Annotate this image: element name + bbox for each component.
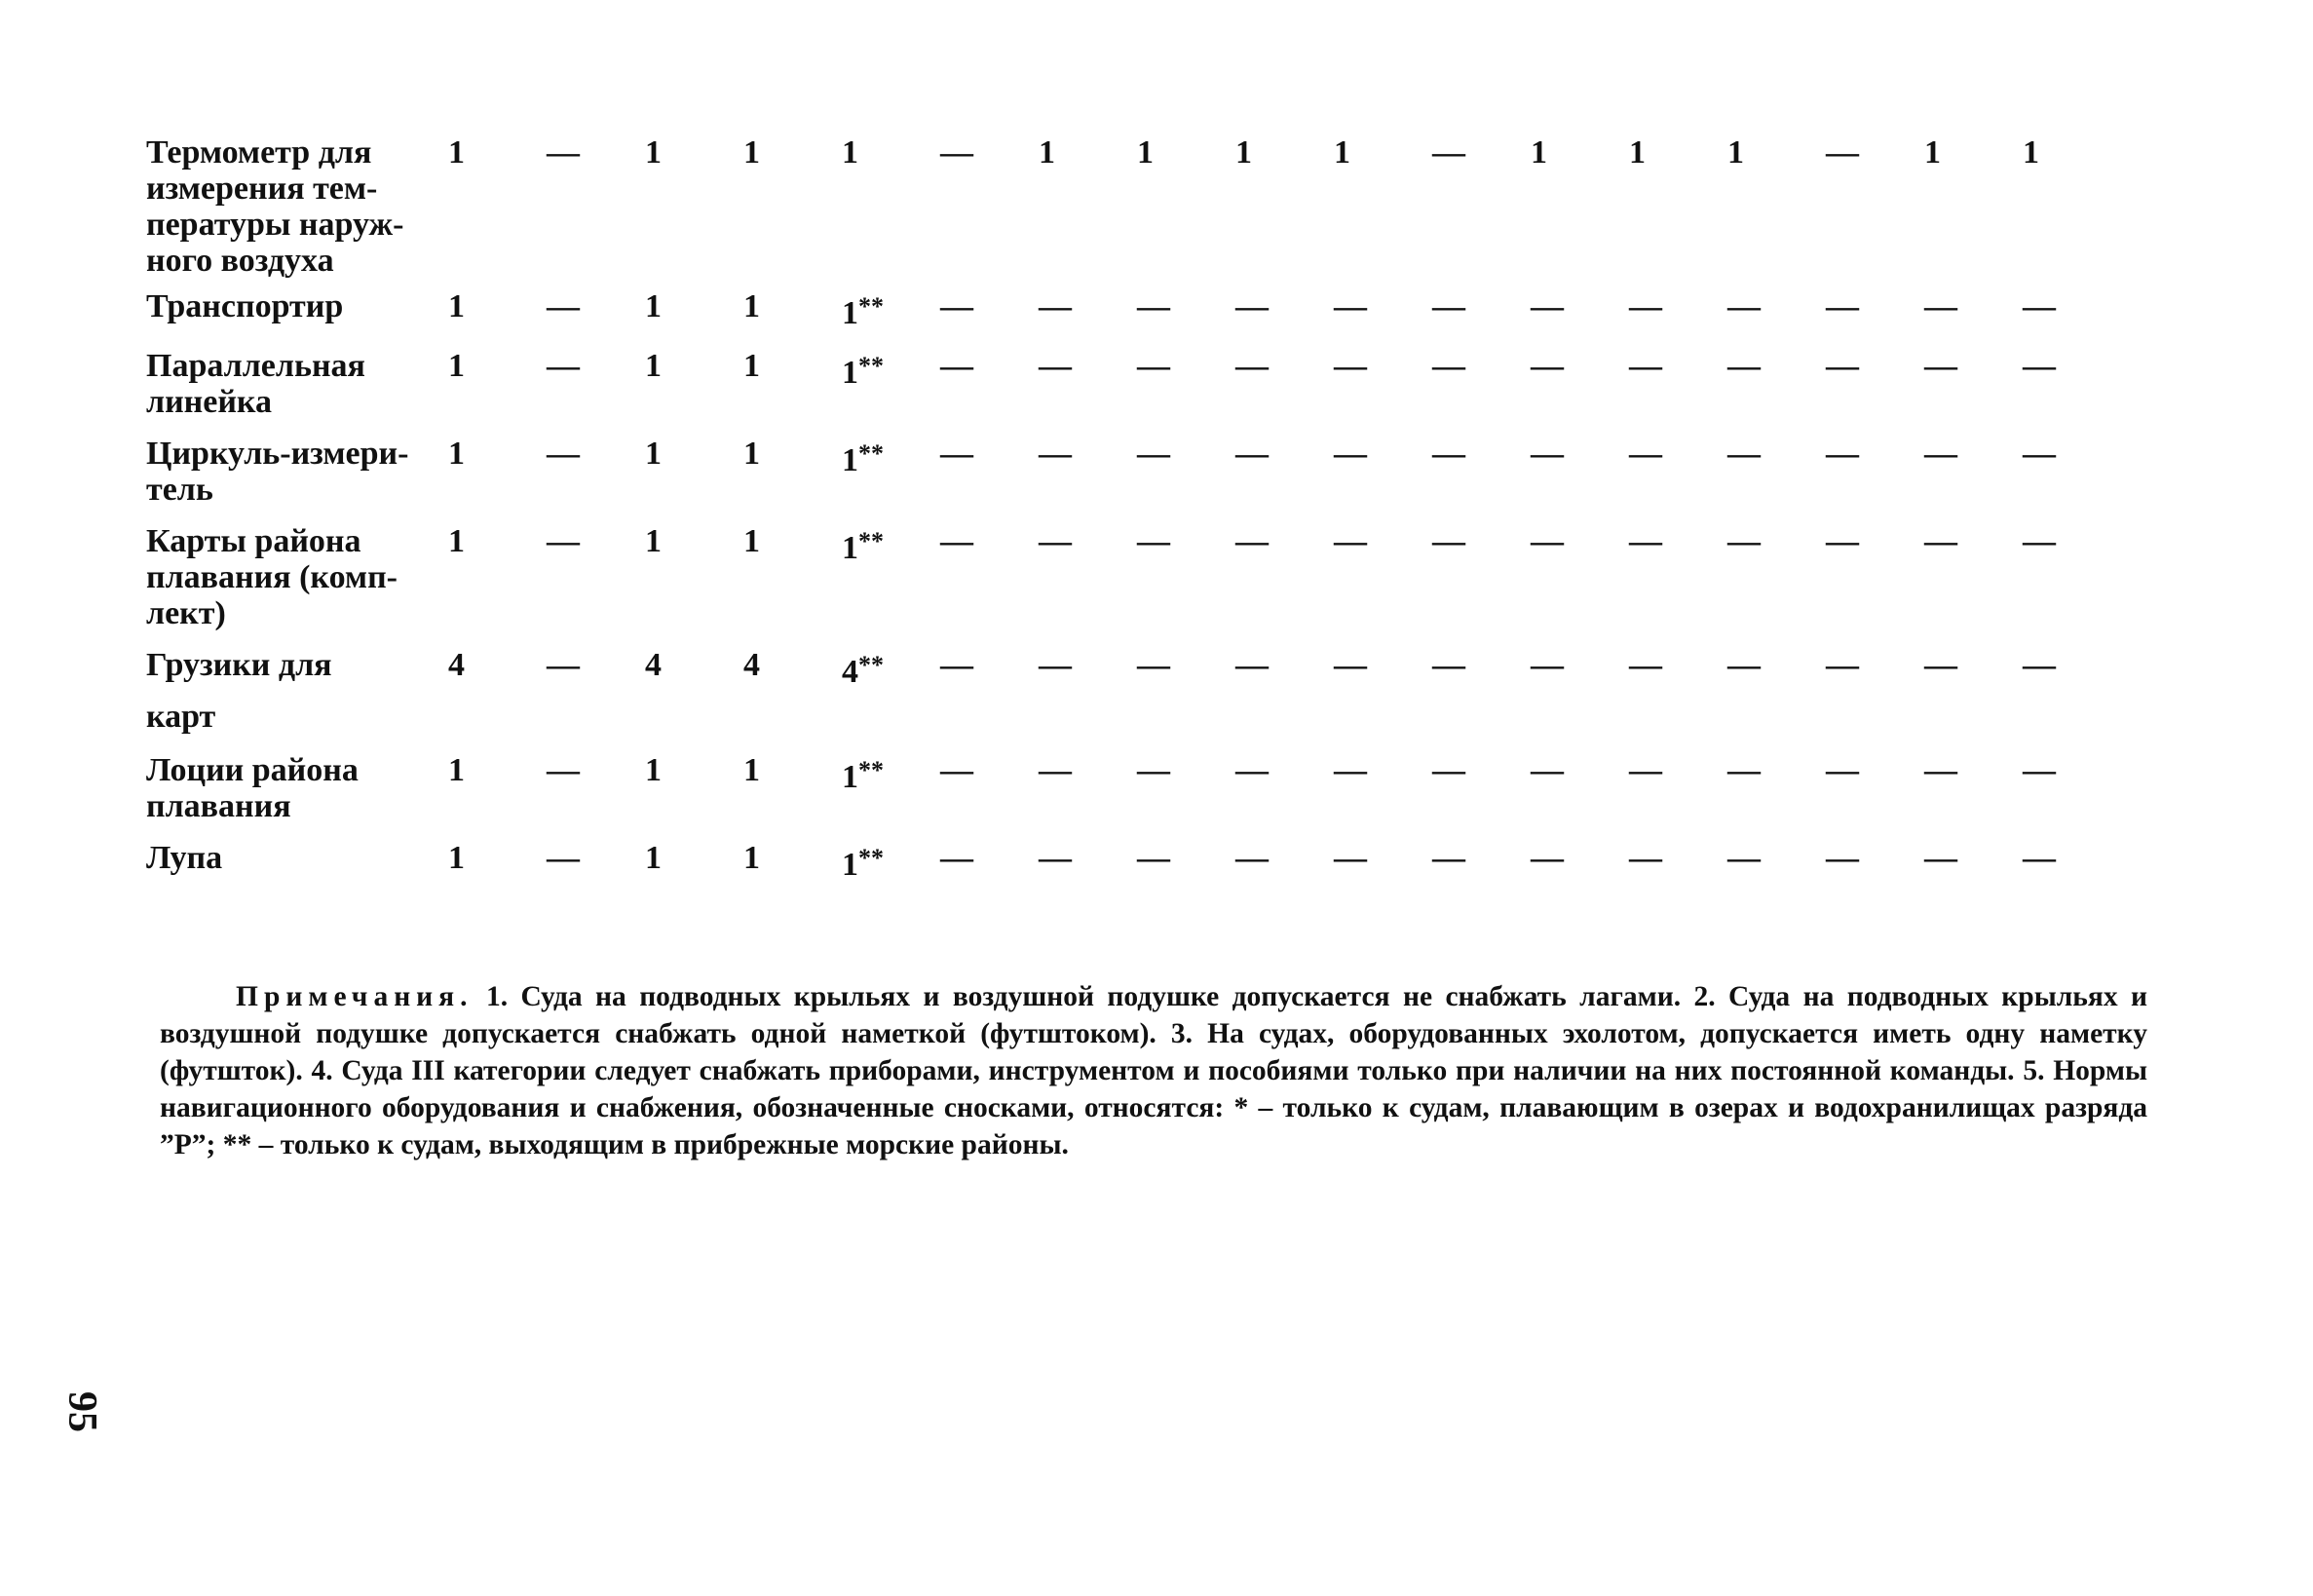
cell-value: 1 [645,436,662,472]
cell-value: — [1137,752,1170,788]
cell-value: — [1432,348,1465,384]
footnote-marker: ** [858,844,884,872]
cell-value: — [1924,436,1957,472]
cell-value: 4 [448,647,465,683]
cell-value: — [1531,348,1564,384]
footnote-marker: ** [858,352,884,380]
item-name [146,348,448,436]
item-name [146,752,448,840]
cell-value: — [1235,647,1269,683]
cell-value: — [1039,752,1072,788]
item-name [146,288,448,348]
cell-value: — [1826,523,1859,559]
cell-value: — [1235,348,1269,384]
cell-value: — [1826,288,1859,324]
cell-value: — [1334,348,1367,384]
cell-value: 1 [645,523,662,559]
cell-value: — [1531,840,1564,876]
cell-value: 1 [645,134,662,171]
cell-value: — [1137,647,1170,683]
cell-value: — [547,134,580,171]
cell-value: 1 [842,134,858,171]
cell-value: 1 [743,523,760,559]
cell-value: — [1235,288,1269,324]
cell-value: — [547,523,580,559]
item-name-line: плавания (комп- [146,559,398,595]
cell-value: — [1432,840,1465,876]
cell-value: — [1727,523,1761,559]
cell-value: — [1039,840,1072,876]
cell-value: 4** [842,651,884,690]
cell-value: — [940,134,973,171]
cell-value: 1 [448,348,465,384]
cell-value: — [1924,840,1957,876]
cell-value: — [1727,840,1761,876]
cell-value: — [2023,523,2056,559]
cell-value: — [1137,288,1170,324]
item-name-line: Параллельная [146,348,365,384]
cell-value: — [1924,752,1957,788]
notes-paragraph [160,978,2147,1163]
footnote-marker: ** [858,651,884,679]
cell-value: — [1826,647,1859,683]
cell-value: — [1235,436,1269,472]
cell-value: — [1629,752,1662,788]
cell-value: — [1334,840,1367,876]
table-row [146,752,2121,840]
item-name-line: ного воздуха [146,243,334,279]
footnote-marker: ** [858,292,884,321]
cell-value: 1** [842,352,884,391]
table-row [146,840,2121,883]
cell-value: 1** [842,844,884,883]
cell-value: — [1826,840,1859,876]
cell-value: — [1235,840,1269,876]
item-name-line: Грузики для [146,647,332,683]
cell-value: 1 [743,134,760,171]
equipment-table [146,134,2121,883]
cell-value: — [1137,348,1170,384]
cell-value: 1** [842,292,884,331]
cell-value: — [1629,840,1662,876]
cell-value: — [940,840,973,876]
footnote-marker: ** [858,527,884,555]
cell-value: — [1531,436,1564,472]
cell-value: — [1727,647,1761,683]
table-row [146,288,2121,348]
cell-value: — [547,752,580,788]
item-name-line: Термометр для [146,134,372,171]
item-name-line: пературы наруж- [146,207,404,243]
cell-value: — [940,523,973,559]
table-row [146,523,2121,647]
cell-value: 1 [1039,134,1055,171]
cell-value: — [1629,436,1662,472]
item-name-line: тель [146,472,213,508]
cell-value: — [1137,523,1170,559]
cell-value: — [1039,523,1072,559]
cell-value: 1 [448,840,465,876]
cell-value: 1 [448,288,465,324]
cell-value: — [1924,348,1957,384]
cell-value: — [2023,647,2056,683]
item-name-line: Карты района [146,523,361,559]
cell-value: — [940,647,973,683]
cell-value: 1 [448,523,465,559]
cell-value: — [1039,647,1072,683]
footnote-marker: ** [858,439,884,468]
item-name-line: измерения тем- [146,171,378,207]
cell-value: — [1334,436,1367,472]
cell-value: — [1137,840,1170,876]
cell-value: — [1727,752,1761,788]
table-row [146,436,2121,523]
item-name-line: Циркуль-измери- [146,436,409,472]
notes-text: 1. Суда на подводных крыльях и воздушной подушке допускается не снабжать лагами. 2. Суда на подводных крыльях и воздушной подушке допускается снабжать одной наметкой (футштоком). 3. На судах, оборудованных эхолотом, допускается иметь одну наметку (футшток). 4. Суда III категории следует снабжать приборами, инструментом и пособиями только при наличии на них постоянной команды. 5. Нормы навигационного оборудования и снабжения, обозначенные сносками, относятся: * – только к судам, плавающим в озерах и водохранилищах разряда ”Р”; ** – только к судам, выходящим в прибрежные морские районы. [160,981,2148,1160]
cell-value: — [1039,348,1072,384]
cell-value: 4 [743,647,760,683]
cell-value: — [1334,523,1367,559]
cell-value: 1 [743,436,760,472]
cell-value: 1** [842,756,884,795]
cell-value: — [940,348,973,384]
cell-value: — [1531,647,1564,683]
cell-value: 1 [645,348,662,384]
cell-value: — [1432,436,1465,472]
cell-value: — [547,288,580,324]
cell-value: — [1924,288,1957,324]
cell-value: 1** [842,439,884,478]
cell-value: — [1334,288,1367,324]
item-name-line: лект) [146,595,226,631]
cell-value: — [1629,288,1662,324]
cell-value: — [1235,752,1269,788]
cell-value: 1 [448,436,465,472]
cell-value: — [940,288,973,324]
cell-value: 1 [1334,134,1350,171]
cell-value: — [940,436,973,472]
cell-value: 1 [743,288,760,324]
cell-value: — [1235,523,1269,559]
cell-value: — [1334,752,1367,788]
cell-value: 1 [448,134,465,171]
notes-lead: Примечания. [236,981,474,1012]
cell-value: — [1432,134,1465,171]
item-name [146,840,448,883]
cell-value: 1 [1137,134,1154,171]
cell-value: — [1432,523,1465,559]
page-number: 95 [59,1391,104,1432]
cell-value: — [1826,752,1859,788]
cell-value: — [1531,523,1564,559]
cell-value: 1 [743,348,760,384]
cell-value: 1 [1629,134,1646,171]
cell-value: — [1924,647,1957,683]
footnote-marker: ** [858,756,884,784]
item-name [146,134,448,288]
cell-value: — [547,840,580,876]
cell-value: 1** [842,527,884,566]
cell-value: — [1727,436,1761,472]
cell-value: — [1334,647,1367,683]
cell-value: — [1924,523,1957,559]
cell-value: — [1531,288,1564,324]
item-name-line: плавания [146,788,291,824]
item-name-line: Лупа [146,840,223,876]
cell-value: — [1826,348,1859,384]
cell-value: — [1826,134,1859,171]
cell-value: — [1629,523,1662,559]
item-name-line: линейка [146,384,273,420]
item-name-line: карт [146,699,216,735]
cell-value: 1 [1531,134,1547,171]
item-name [146,647,448,752]
cell-value: 1 [645,840,662,876]
table-row [146,348,2121,436]
item-name [146,523,448,647]
cell-value: 4 [645,647,662,683]
cell-value: — [1826,436,1859,472]
cell-value: — [1531,752,1564,788]
cell-value: — [2023,840,2056,876]
cell-value: — [1039,288,1072,324]
cell-value: — [547,348,580,384]
cell-value: — [1629,647,1662,683]
cell-value: — [1432,288,1465,324]
table-row [146,134,2121,288]
cell-value: 1 [743,752,760,788]
cell-value: — [1432,752,1465,788]
cell-value: — [1629,348,1662,384]
cell-value: 1 [2023,134,2039,171]
cell-value: — [1727,348,1761,384]
table-row [146,647,2121,752]
cell-value: — [2023,436,2056,472]
cell-value: — [1727,288,1761,324]
cell-value: — [547,647,580,683]
cell-value: — [1039,436,1072,472]
cell-value: — [547,436,580,472]
cell-value: 1 [1727,134,1744,171]
cell-value: 1 [645,752,662,788]
cell-value: — [1432,647,1465,683]
cell-value: — [2023,288,2056,324]
cell-value: 1 [448,752,465,788]
cell-value: 1 [743,840,760,876]
cell-value: — [2023,348,2056,384]
cell-value: — [2023,752,2056,788]
cell-value: 1 [1924,134,1941,171]
cell-value: — [940,752,973,788]
item-name [146,436,448,523]
item-name-line: Лоции района [146,752,359,788]
item-name-line: Транспортир [146,288,344,324]
cell-value: 1 [1235,134,1252,171]
cell-value: — [1137,436,1170,472]
cell-value: 1 [645,288,662,324]
